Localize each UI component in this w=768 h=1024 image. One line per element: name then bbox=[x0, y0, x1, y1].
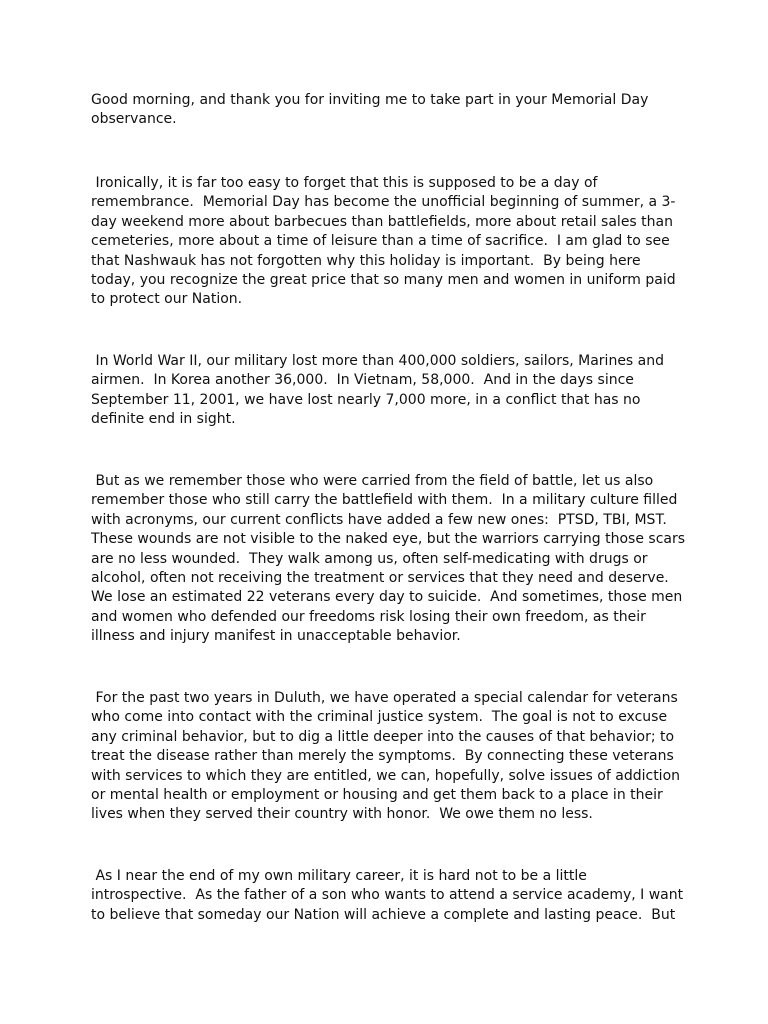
text-line: any criminal behavior, but to dig a little deeper into the causes of that behavior; to bbox=[91, 728, 675, 745]
text-line: day weekend more about barbecues than battlefields, more about retail sales than bbox=[91, 213, 673, 230]
text-line: These wounds are not visible to the naked eye, but the warriors carrying those scars bbox=[91, 531, 686, 548]
text-line: Ironically, it is far too easy to forget that this is supposed to be a day of bbox=[91, 175, 598, 191]
text-line: today, you recognize the great price that so many men and women in uniform paid bbox=[91, 272, 676, 289]
paragraph-duluth-calendar bbox=[91, 689, 691, 825]
paragraph-greeting bbox=[91, 91, 691, 130]
text-line: to believe that someday our Nation will achieve a complete and lasting peace. But bbox=[91, 906, 676, 923]
text-line: illness and injury manifest in unacceptable behavior. bbox=[91, 628, 461, 645]
text-line: remembrance. Memorial Day has become the unofficial beginning of summer, a 3- bbox=[91, 194, 676, 211]
text-line: to protect our Nation. bbox=[91, 291, 243, 308]
paragraph-battlefield bbox=[91, 472, 691, 647]
text-line: are no less wounded. They walk among us, often self-medicating with drugs or bbox=[91, 550, 648, 567]
text-line: that Nashwauk has not forgotten why this holiday is important. By being here bbox=[91, 252, 641, 269]
text-line: September 11, 2001, we have lost nearly 7,000 more, in a conflict that has no bbox=[91, 391, 641, 408]
text-line: As I near the end of my own military career, it is hard not to be a little bbox=[91, 868, 587, 884]
text-line: or mental health or employment or housing and get them back to a place in their bbox=[91, 787, 663, 804]
text-line: definite end in sight. bbox=[91, 411, 236, 428]
text-line: with acronyms, our current conflicts have added a few new ones: PTSD, TBI, MST. bbox=[91, 511, 667, 528]
text-line: For the past two years in Duluth, we have operated a special calendar for veterans bbox=[91, 690, 678, 706]
text-line: treat the disease rather than merely the symptoms. By connecting these veterans bbox=[91, 748, 674, 765]
paragraph-career-end bbox=[91, 867, 691, 925]
text-line: But as we remember those who were carried from the field of battle, let us also bbox=[91, 473, 654, 489]
text-line: alcohol, often not receiving the treatment or services that they need and deserve. bbox=[91, 570, 669, 587]
text-line: and women who defended our freedoms risk losing their own freedom, as their bbox=[91, 608, 646, 625]
text-line: In World War II, our military lost more than 400,000 soldiers, sailors, Marines and bbox=[91, 353, 665, 369]
text-line: with services to which they are entitled, we can, hopefully, solve issues of addiction bbox=[91, 767, 681, 784]
paragraph-war-losses bbox=[91, 352, 691, 430]
text-line: We lose an estimated 22 veterans every day to suicide. And sometimes, those men bbox=[91, 589, 683, 606]
text-line: who come into contact with the criminal justice system. The goal is not to excuse bbox=[91, 709, 668, 726]
text-line: remember those who still carry the battlefield with them. In a military culture filled bbox=[91, 492, 678, 509]
paragraph-remembrance bbox=[91, 174, 691, 310]
text-line: lives when they served their country with honor. We owe them no less. bbox=[91, 806, 593, 823]
text-line: cemeteries, more about a time of leisure than a time of sacrifice. I am glad to see bbox=[91, 233, 670, 250]
text-line: introspective. As the father of a son who wants to attend a service academy, I want bbox=[91, 887, 684, 904]
text-line: Good morning, and thank you for inviting me to take part in your Memorial Day bbox=[91, 92, 649, 108]
text-line: observance. bbox=[91, 111, 177, 128]
text-line: airmen. In Korea another 36,000. In Vietnam, 58,000. And in the days since bbox=[91, 372, 634, 389]
